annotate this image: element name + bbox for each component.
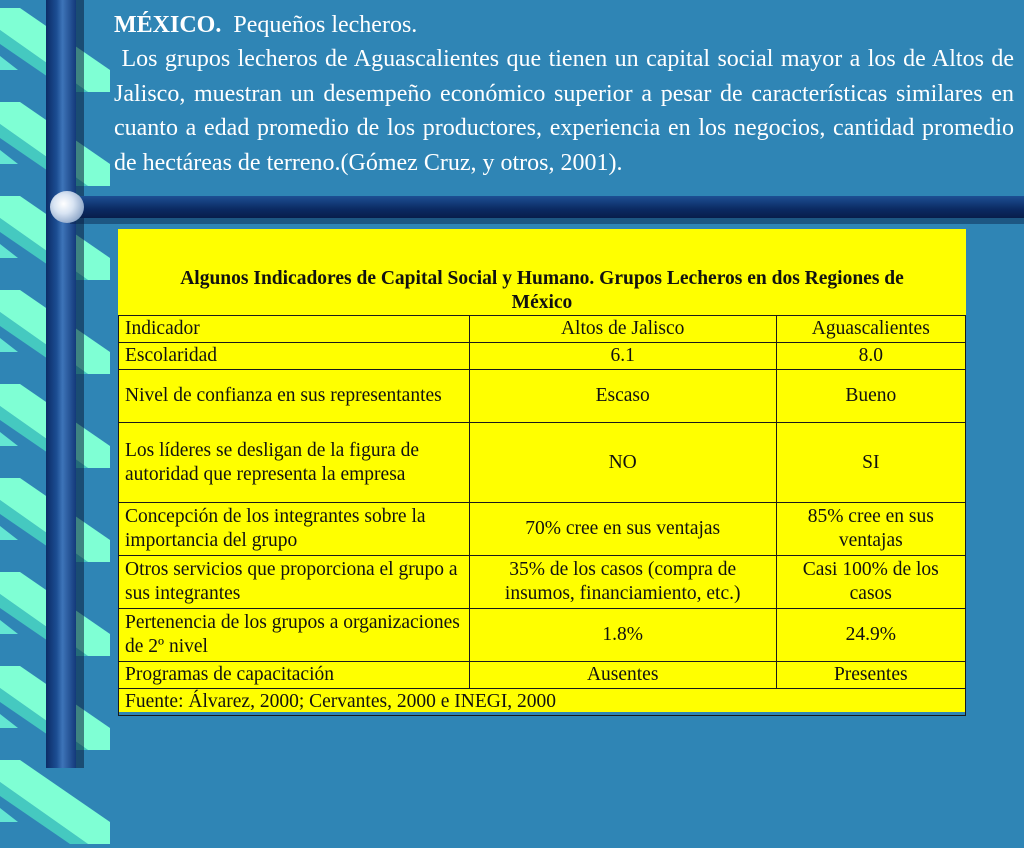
table-row (119, 370, 966, 423)
body-paragraph (114, 42, 1014, 180)
row-value-jalisco: Escaso (469, 370, 776, 423)
paragraph-text: Los grupos lecheros de Aguascalientes que tienen un capital social mayor a los de Altos de Jalisco, muestran un desempeño económico superior a pesar de características similares en cuanto a edad promedio de los productores, experiencia en los negocios, cantidad promedio de hectáreas de terreno.(Gómez Cruz, y otros, 2001). (114, 46, 1015, 176)
indicators-table-container (118, 229, 966, 712)
table-row (119, 556, 966, 609)
row-label: Programas de capacitación (119, 662, 470, 689)
row-value-aguascalientes: Presentes (776, 662, 965, 689)
row-value-jalisco: Ausentes (469, 662, 776, 689)
row-label: Nivel de confianza en sus representantes (119, 370, 470, 423)
table-row (119, 503, 966, 556)
row-value-aguascalientes: SI (776, 423, 965, 503)
row-label: Concepción de los integrantes sobre la importancia del grupo (119, 503, 470, 556)
indicators-table (118, 229, 966, 716)
decorative-knob (50, 191, 84, 223)
table-row (119, 609, 966, 662)
table-source-row (119, 689, 966, 716)
row-label: Otros servicios que proporciona el grupo a sus integrantes (119, 556, 470, 609)
row-value-jalisco: 35% de los casos (compra de insumos, financiamiento, etc.) (469, 556, 776, 609)
rail-shadow (76, 0, 84, 768)
row-value-aguascalientes: 85% cree en sus ventajas (776, 503, 965, 556)
header-altos-de-jalisco: Altos de Jalisco (469, 316, 776, 343)
row-value-jalisco: 70% cree en sus ventajas (469, 503, 776, 556)
heading-bold: MÉXICO. (114, 12, 222, 38)
table-header-row (119, 316, 966, 343)
heading-rest: Pequeños lecheros. (233, 12, 418, 38)
header-aguascalientes: Aguascalientes (776, 316, 965, 343)
row-value-aguascalientes: Bueno (776, 370, 965, 423)
decorative-vertical-rail (46, 0, 76, 768)
row-label: Escolaridad (119, 343, 470, 370)
row-value-aguascalientes: Casi 100% de los casos (776, 556, 965, 609)
table-row (119, 423, 966, 503)
bar-shadow (70, 218, 1024, 224)
table-title-row (119, 229, 966, 316)
row-label: Pertenencia de los grupos a organizaciones de 2º nivel (119, 609, 470, 662)
row-value-jalisco: 1.8% (469, 609, 776, 662)
row-value-aguascalientes: 8.0 (776, 343, 965, 370)
table-title: Algunos Indicadores de Capital Social y Humano. Grupos Lecheros en dos Regiones de México (119, 229, 966, 316)
decorative-horizontal-bar (58, 196, 1024, 218)
table-row (119, 662, 966, 689)
slide-heading (114, 8, 1016, 42)
row-value-jalisco: NO (469, 423, 776, 503)
row-label: Los líderes se desligan de la figura de autoridad que representa la empresa (119, 423, 470, 503)
row-value-jalisco: 6.1 (469, 343, 776, 370)
header-indicador: Indicador (119, 316, 470, 343)
row-value-aguascalientes: 24.9% (776, 609, 965, 662)
table-source: Fuente: Álvarez, 2000; Cervantes, 2000 e INEGI, 2000 (119, 689, 966, 716)
table-row (119, 343, 966, 370)
